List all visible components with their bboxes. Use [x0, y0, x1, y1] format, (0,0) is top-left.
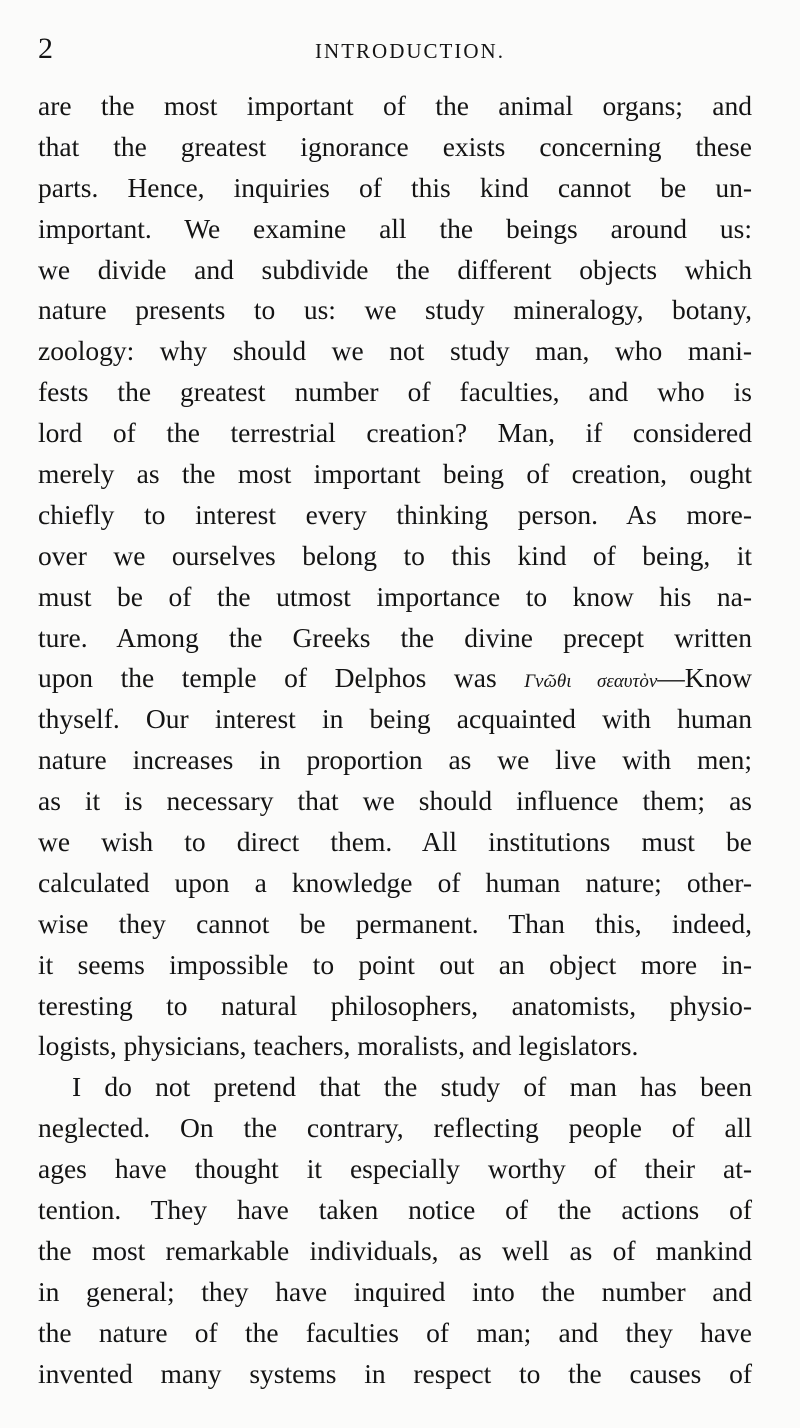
text-line: over we ourselves belong to this kind of being, it: [38, 539, 752, 571]
text-line: zoology: why should we not study man, who mani-: [38, 335, 752, 367]
running-head: [38, 32, 752, 66]
text-line: merely as the most important being of creation, ought: [38, 458, 752, 490]
text-line: that the greatest ignorance exists concerning these: [38, 130, 752, 162]
text-line-greek: [38, 658, 752, 699]
text-before-greek: upon the temple of Delphos was: [38, 662, 525, 694]
text-line: in general; they have inquired into the number and: [38, 1275, 752, 1307]
text-line: parts. Hence, inquiries of this kind cannot be un-: [38, 171, 752, 203]
text-line: invented many systems in respect to the causes of: [38, 1357, 752, 1389]
text-line-paragraph-end: logists, physicians, teachers, moralists, and legislators.: [38, 1030, 639, 1062]
text-line: nature presents to us: we study mineralogy, botany,: [38, 294, 752, 326]
text-line: nature increases in proportion as we live with men;: [38, 744, 752, 776]
text-line: ture. Among the Greeks the divine precept written: [38, 621, 752, 653]
text-line: chiefly to interest every thinking person. As more-: [38, 498, 752, 530]
text-line-paragraph-start: I do not pretend that the study of man has been: [72, 1071, 752, 1103]
text-line: teresting to natural philosophers, anatomists, physio-: [38, 989, 752, 1021]
body-text: [38, 86, 752, 1395]
text-line: tention. They have taken notice of the actions of: [38, 1194, 752, 1226]
text-after-greek: —Know: [657, 662, 752, 694]
text-line: we divide and subdivide the different objects which: [38, 253, 752, 285]
text-line: the nature of the faculties of man; and they have: [38, 1316, 752, 1348]
text-line: as it is necessary that we should influence them; as: [38, 785, 752, 817]
text-line: neglected. On the contrary, reflecting people of all: [38, 1112, 752, 1144]
text-line: thyself. Our interest in being acquainted with human: [38, 703, 752, 735]
page-number: 2: [38, 32, 53, 65]
text-line: are the most important of the animal organs; and: [38, 90, 752, 121]
text-line: lord of the terrestrial creation? Man, if considered: [38, 417, 752, 449]
text-line: it seems impossible to point out an object more in-: [38, 948, 752, 980]
text-line: the most remarkable individuals, as well as of mankind: [38, 1234, 752, 1266]
text-line: we wish to direct them. All institutions must be: [38, 826, 752, 858]
greek-phrase: Γνῶθι σεαυτὸν: [524, 671, 658, 693]
text-line: wise they cannot be permanent. Than this, indeed,: [38, 907, 752, 939]
running-title: INTRODUCTION.: [315, 39, 505, 63]
text-line: ages have thought it especially worthy of their at-: [38, 1153, 752, 1185]
text-line: important. We examine all the beings around us:: [38, 212, 752, 244]
text-line: fests the greatest number of faculties, and who is: [38, 376, 752, 408]
text-line: must be of the utmost importance to know his na-: [38, 580, 752, 612]
text-line: calculated upon a knowledge of human nature; other-: [38, 866, 752, 898]
